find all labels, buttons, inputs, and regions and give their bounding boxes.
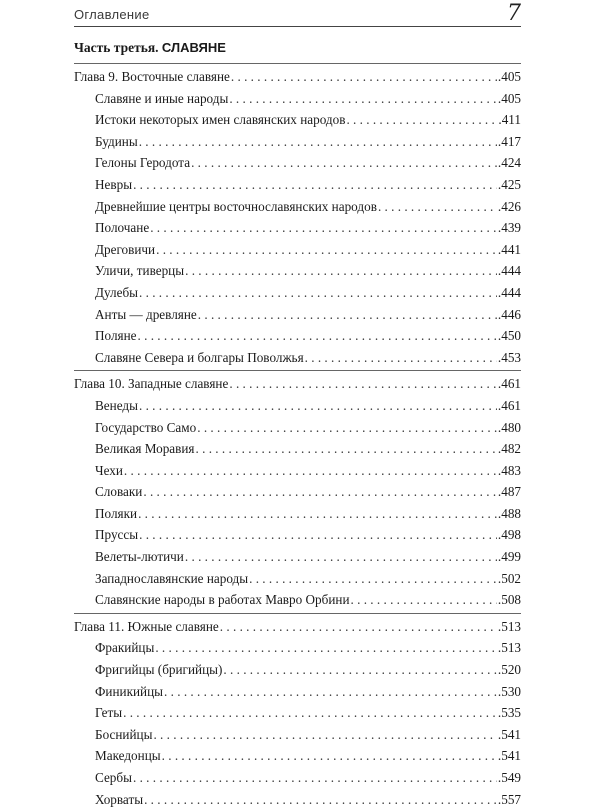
toc-section-entry [74,589,521,611]
leader-dots [139,282,497,304]
toc-section-entry [74,217,521,239]
toc-section-entry [74,767,521,789]
section-page: .502 [497,570,521,586]
leader-dots [305,347,497,369]
section-title: Македонцы [95,748,161,764]
section-page: .483 [497,462,521,478]
section-page: .508 [497,592,521,608]
leader-dots [196,438,497,460]
leader-dots [139,395,497,417]
leader-dots [123,702,497,724]
section-page: .417 [497,133,521,149]
section-title: Славяне и иные народы [95,90,229,106]
leader-dots [346,109,497,131]
leader-dots [139,524,497,546]
running-title: Оглавление [74,7,150,22]
section-title: Фракийцы [95,640,155,656]
toc-section-entry [74,546,521,568]
part-title [74,40,226,56]
toc-section-entry [74,304,521,326]
section-page: .513 [497,640,521,656]
toc-section-entry [74,702,521,724]
toc-section-entry [74,260,521,282]
chapter-block [74,613,521,810]
toc-section-entry [74,681,521,703]
section-title: Невры [95,176,133,192]
section-page: .453 [497,349,521,365]
section-title: Чехи [95,462,123,478]
part-label: Часть третья. [74,40,159,55]
chapter-page: .405 [497,69,521,84]
leader-dots [144,789,497,810]
section-title: Древнейшие центры восточнославянских народов [95,198,377,214]
leader-dots [164,681,497,703]
section-page: .482 [497,441,521,457]
leader-dots [191,152,497,174]
chapter-block [74,370,521,611]
section-title: Будины [95,133,138,149]
toc-section-entry [74,109,521,131]
leader-dots [156,239,497,261]
section-page: .425 [497,176,521,192]
section-title: Западнославянские народы [95,570,249,586]
toc-section-entry [74,789,521,810]
section-page: .441 [497,241,521,257]
chapter-title: Глава 10. Западные славяне [74,376,229,392]
leader-dots [185,260,497,282]
section-page: .439 [497,220,521,236]
table-of-contents [74,63,521,810]
toc-section-entry [74,460,521,482]
section-page: .530 [497,683,521,699]
section-page: .446 [497,306,521,322]
toc-section-entry [74,417,521,439]
toc-section-entry [74,282,521,304]
section-page: .549 [497,770,521,785]
section-title: Славянские народы в работах Мавро Орбини [95,592,350,608]
leader-dots [231,66,497,88]
section-title: Словаки [95,484,143,500]
toc-section-entry [74,174,521,196]
toc-chapter-entry [74,616,521,638]
section-title: Полочане [95,220,150,236]
toc-section-entry [74,637,521,659]
section-title: Венеды [95,397,138,413]
toc-section-entry [74,196,521,218]
section-title: Поляне [95,328,137,344]
toc-section-entry [74,131,521,153]
section-title: Дулебы [95,284,139,300]
toc-section-entry [74,88,521,110]
section-title: Геты [95,705,123,721]
leader-dots [162,745,497,767]
section-page: .488 [497,505,521,521]
section-page: .535 [497,705,521,721]
section-title: Велеты-лютичи [95,549,184,565]
section-title: Государство Само [95,419,197,435]
leader-dots [133,767,497,789]
toc-section-entry [74,568,521,590]
leader-dots [351,589,497,611]
toc-section-entry [74,152,521,174]
leader-dots [378,196,497,218]
leader-dots [223,659,497,681]
toc-section-entry [74,347,521,369]
leader-dots [138,325,497,347]
section-page: .444 [497,284,521,300]
chapter-title: Глава 9. Восточные славяне [74,69,230,84]
leader-dots [198,304,497,326]
section-page: .557 [497,791,521,807]
section-title: Анты — древляне [95,306,197,322]
section-page: .520 [497,662,521,678]
section-page: .487 [497,484,521,500]
toc-section-entry [74,395,521,417]
section-title: Боснийцы [95,726,153,742]
section-title: Гелоны Геродота [95,155,191,171]
toc-section-entry [74,438,521,460]
toc-section-entry [74,724,521,746]
section-page: .450 [497,328,521,344]
section-title: Великая Моравия [95,441,195,457]
leader-dots [185,546,497,568]
leader-dots [155,637,497,659]
chapter-title: Глава 11. Южные славяне [74,618,219,634]
toc-section-entry [74,325,521,347]
chapter-block [74,63,521,368]
leader-dots [150,217,497,239]
leader-dots [133,174,497,196]
section-page: .541 [497,726,521,742]
leader-dots [138,503,497,525]
section-title: Хорваты [95,791,144,807]
section-title: Сербы [95,770,132,785]
section-page: .461 [497,397,521,413]
section-page: .411 [498,112,521,128]
section-page: .426 [497,198,521,214]
toc-chapter-entry [74,66,521,88]
toc-section-entry [74,239,521,261]
chapter-page: .461 [497,376,521,392]
section-title: Дреговичи [95,241,156,257]
leader-dots [143,481,497,503]
section-title: Пруссы [95,527,139,543]
leader-dots [139,131,497,153]
leader-dots [229,373,497,395]
section-title: Истоки некоторых имен славянских народов [95,112,346,128]
toc-section-entry [74,659,521,681]
section-title: Поляки [95,505,138,521]
toc-section-entry [74,481,521,503]
section-title: Фригийцы (бригийцы) [95,662,223,678]
section-page: .444 [497,263,521,279]
toc-section-entry [74,745,521,767]
leader-dots [249,568,497,590]
leader-dots [153,724,496,746]
section-title: Финикийцы [95,683,164,699]
toc-section-entry [74,524,521,546]
section-page: .424 [497,155,521,171]
chapter-page: .513 [497,618,521,634]
section-page: .499 [497,549,521,565]
section-title: Уличи, тиверцы [95,263,185,279]
toc-section-entry [74,503,521,525]
leader-dots [124,460,497,482]
leader-dots [229,88,497,110]
section-page: .498 [497,527,521,543]
page-number: 7 [507,1,521,26]
page-header [74,2,521,27]
section-page: .405 [497,90,521,106]
section-page: .541 [497,748,521,764]
toc-chapter-entry [74,373,521,395]
leader-dots [197,417,497,439]
section-title: Славяне Севера и болгары Поволжья [95,349,304,365]
part-name: СЛАВЯНЕ [161,40,226,55]
leader-dots [220,616,497,638]
section-page: .480 [497,419,521,435]
